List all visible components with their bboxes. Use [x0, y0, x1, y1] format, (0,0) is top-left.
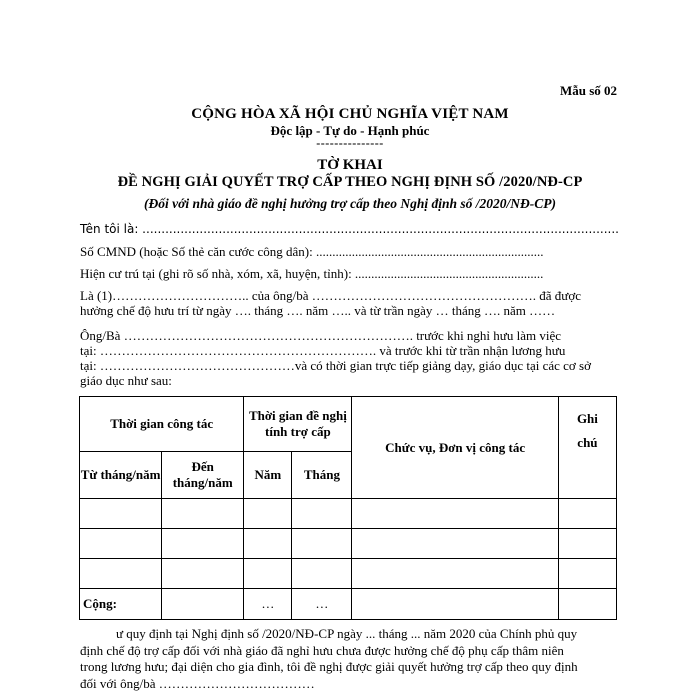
form-title-line2: ĐỀ NGHỊ GIẢI QUYẾT TRỢ CẤP THEO NGHỊ ĐỊNH SỐ /2020/NĐ-CP — [117, 174, 583, 190]
closing-paragraph — [80, 626, 620, 692]
cell-month[interactable] — [292, 529, 352, 559]
residence-field-line: Hiện cư trú tại (ghi rõ số nhà, xóm, xã, huyện, tỉnh): .......................................................... — [80, 266, 544, 281]
cell-from[interactable] — [80, 559, 162, 589]
national-motto: Độc lập - Tự do - Hạnh phúc — [270, 123, 430, 138]
table-row — [80, 559, 617, 589]
subheader-from: Từ tháng/năm — [80, 452, 162, 499]
relation-line-1: Là (1)………………………….. của ông/bà ……………………………………………. đã được — [80, 288, 582, 303]
id-card-field-line: Số CMND (hoặc Số thẻ căn cước công dân): ...................................................................... — [80, 244, 544, 259]
table-row — [80, 499, 617, 529]
closing-line-3: trong lương hưu; đại diện cho gia đình, tôi đề nghị được giải quyết hưởng trợ cấp theo quy định — [80, 659, 578, 674]
subheader-to: Đến tháng/năm — [162, 452, 244, 499]
work-history-table — [79, 396, 617, 620]
cell-note[interactable] — [558, 559, 616, 589]
work-line-3: tại: ………………………………………và có thời gian trực tiếp giảng dạy, giáo dục tại các cơ sở — [80, 358, 591, 373]
closing-line-2: định chế độ trợ cấp đối với nhà giáo đã nghỉ hưu chưa được hưởng chế độ phụ cấp thâm niên — [80, 642, 564, 658]
cell-to[interactable] — [162, 529, 244, 559]
cell-to[interactable] — [162, 499, 244, 529]
cell-position[interactable] — [352, 529, 558, 559]
table-total-row — [80, 589, 617, 620]
cell-note[interactable] — [558, 529, 616, 559]
total-note-cell — [558, 589, 616, 620]
relation-line-2: hưởng chế độ hưu trí từ ngày …. tháng …. năm ….. và từ trần ngày … tháng …. năm …… — [80, 303, 556, 318]
header-note-label: Ghi chú — [576, 411, 598, 450]
name-field-line: Tên tôi là: ............................................................................................................................. — [80, 222, 619, 236]
work-line-2: tại: ………………………………………………………. và trước khi từ trần nhận lương hưu — [80, 343, 566, 358]
cell-year[interactable] — [244, 499, 292, 529]
subheader-year: Năm — [244, 452, 292, 499]
table-header-row — [80, 397, 617, 452]
total-month: … — [292, 589, 352, 620]
cell-year[interactable] — [244, 559, 292, 589]
cell-position[interactable] — [352, 559, 558, 589]
cell-from[interactable] — [80, 529, 162, 559]
closing-line-4: đối với ông/bà ……………………………… — [80, 675, 315, 691]
header-separator: --------------- — [316, 136, 384, 150]
cell-year[interactable] — [244, 529, 292, 559]
cell-from[interactable] — [80, 499, 162, 529]
form-title: TỜ KHAI — [317, 157, 383, 173]
total-label: Cộng: — [80, 589, 162, 620]
header-position-unit: Chức vụ, Đơn vị công tác — [352, 397, 558, 499]
cell-month[interactable] — [292, 499, 352, 529]
cell-note[interactable] — [558, 499, 616, 529]
work-line-1: Ông/Bà …………………………………………………………. trước khi nghỉ hưu làm việc — [80, 328, 561, 343]
subheader-month: Tháng — [292, 452, 352, 499]
closing-line-1: ư quy định tại Nghị định số /2020/NĐ-CP ngày ... tháng ... năm 2020 của Chính phủ quy — [116, 626, 578, 641]
total-position-cell — [352, 589, 558, 620]
form-number: Mẫu số 02 — [559, 83, 617, 98]
header-work-period: Thời gian công tác — [80, 397, 244, 452]
total-year: … — [244, 589, 292, 620]
nation-heading: CỘNG HÒA XÃ HỘI CHỦ NGHĨA VIỆT NAM — [191, 106, 509, 122]
cell-to[interactable] — [162, 559, 244, 589]
form-subtitle: (Đối với nhà giáo đề nghị hưởng trợ cấp theo Nghị định số /2020/NĐ-CP) — [144, 196, 556, 211]
header-note — [558, 397, 616, 499]
cell-month[interactable] — [292, 559, 352, 589]
table-row — [80, 529, 617, 559]
work-line-4: giáo dục như sau: — [80, 373, 172, 388]
total-empty-cell — [162, 589, 244, 620]
cell-position[interactable] — [352, 499, 558, 529]
header-allowance-time: Thời gian đề nghị tính trợ cấp — [244, 397, 352, 452]
